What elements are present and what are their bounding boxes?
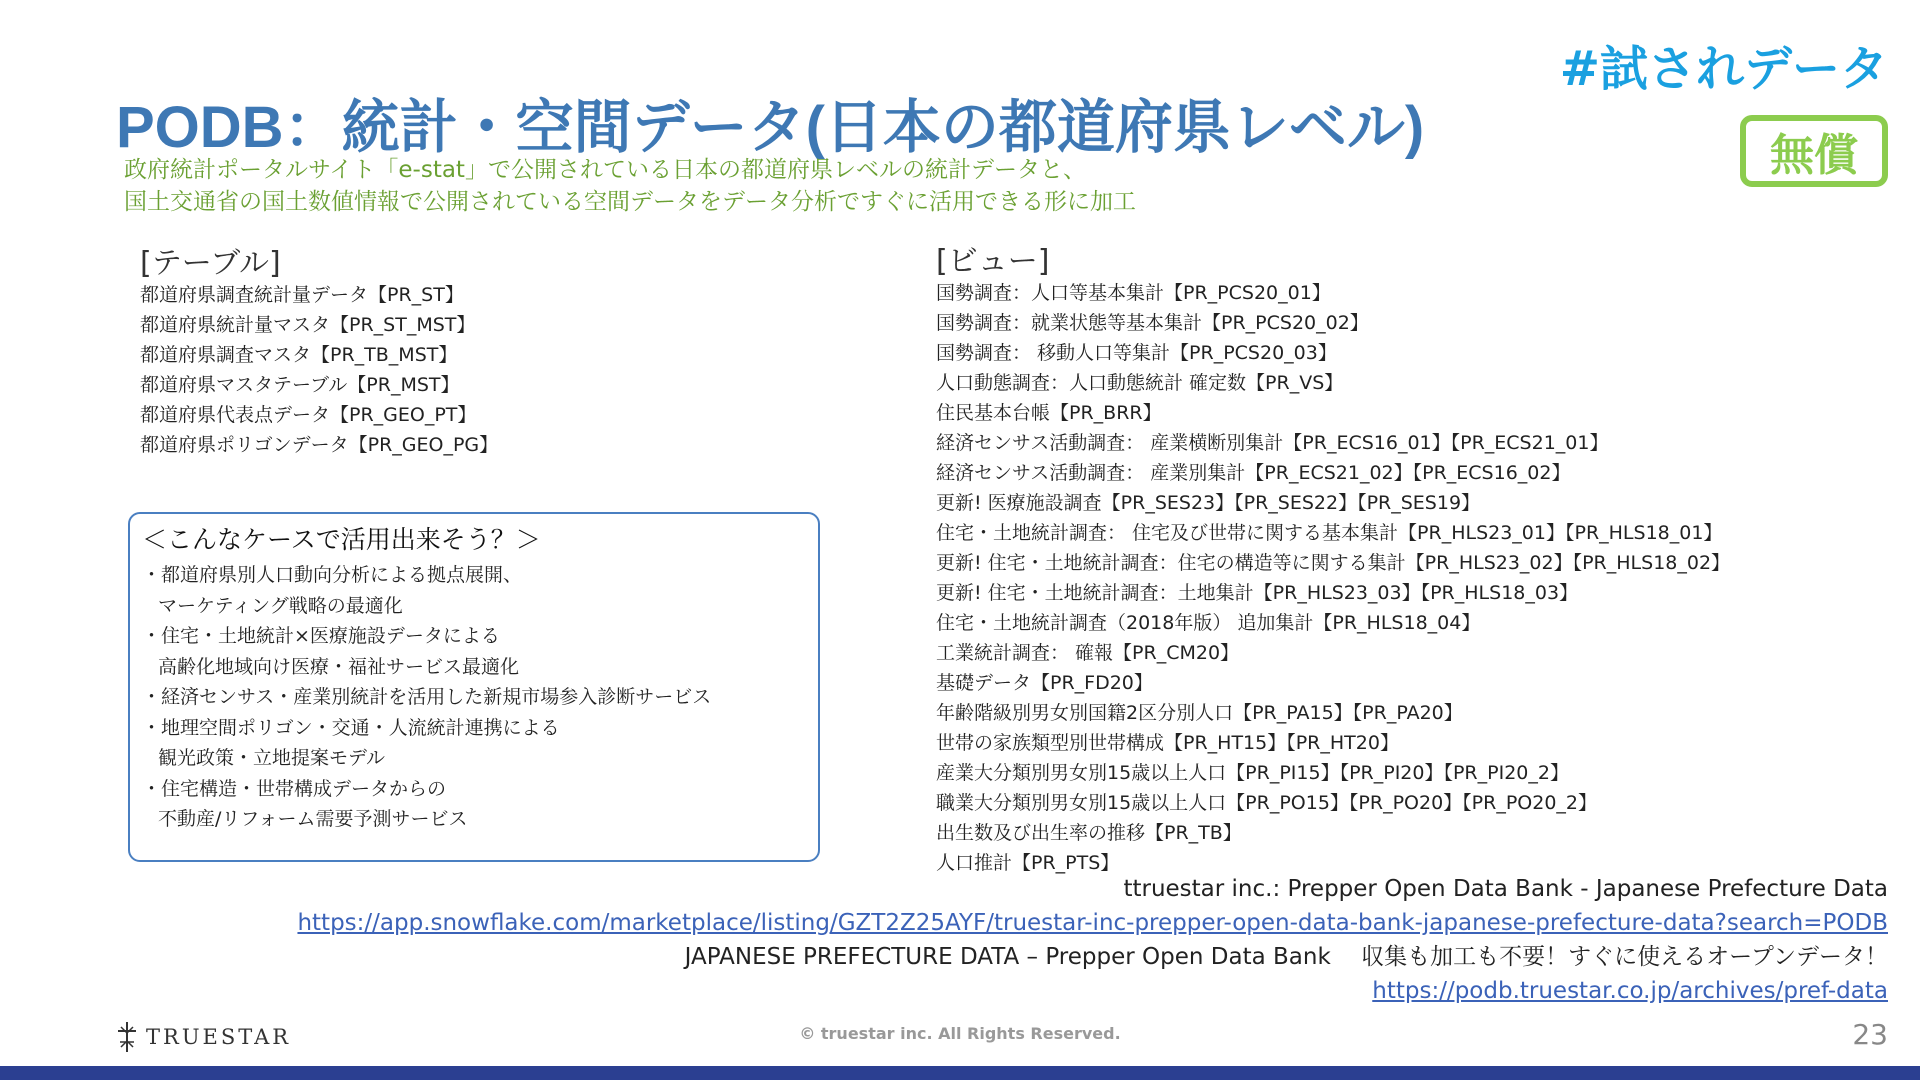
list-item: 基礎データ【PR_FD20】 [936, 672, 1153, 694]
page-title: PODB：統計・空間データ(日本の都道府県レベル) [116, 95, 1425, 160]
use-case-line: ・経済センサス・産業別統計を活用した新規市場参入診断サービス [142, 686, 712, 708]
free-badge: 無償 [1740, 115, 1888, 187]
list-item: 工業統計調査： 確報【PR_CM20】 [936, 642, 1240, 664]
list-item: 住民基本台帳【PR_BRR】 [936, 402, 1162, 424]
list-item: 更新! 医療施設調査【PR_SES23】【PR_SES22】【PR_SES19】 [936, 492, 1481, 514]
logo-text: TRUESTAR [146, 1025, 292, 1049]
use-case-line: ・都道府県別人口動向分析による拠点展開、 [142, 564, 523, 586]
tables-heading: [テーブル] [140, 246, 281, 281]
list-item: 職業大分類別男女別15歳以上人口【PR_PO15】【PR_PO20】【PR_PO20_2】 [936, 792, 1598, 814]
list-item: 都道府県ポリゴンデータ【PR_GEO_PG】 [140, 434, 499, 456]
list-item: 住宅・土地統計調査： 住宅及び世帯に関する基本集計【PR_HLS23_01】【PR_HLS18_01】 [936, 522, 1723, 544]
list-item: 出生数及び出生率の推移【PR_TB】 [936, 822, 1242, 844]
use-case-line: ・地理空間ポリゴン・交通・人流統計連携による [142, 716, 560, 739]
list-item: 都道府県統計量マスタ【PR_ST_MST】 [140, 314, 476, 336]
footer-bar [0, 1066, 1920, 1080]
use-case-line: 高齢化地域向け医療・福祉サービス最適化 [158, 655, 520, 678]
list-item: 都道府県代表点データ【PR_GEO_PT】 [140, 404, 477, 426]
list-item: 経済センサス活動調査： 産業横断別集計【PR_ECS16_01】【PR_ECS21_01】 [936, 432, 1609, 454]
use-case-title: ＜こんなケースで活用出来そう？＞ [142, 525, 541, 554]
snowflake-listing-link[interactable]: https://app.snowflake.com/marketplace/listing/GZT2Z25AYF/truestar-inc-prepper-open-data-bank-japanese-prefecture-data?search=PODB [297, 910, 1888, 936]
credit-line: ttruestar inc.: Prepper Open Data Bank - Japanese Prefecture Data [1123, 876, 1888, 902]
use-case-line: ・住宅・土地統計×医療施設データによる [142, 625, 500, 647]
use-case-line: 観光政策・立地提案モデル [158, 747, 386, 769]
list-item: 人口推計【PR_PTS】 [936, 852, 1120, 874]
list-item: 都道府県調査マスタ【PR_TB_MST】 [140, 344, 458, 366]
list-item: 更新! 住宅・土地統計調査：土地集計【PR_HLS23_03】【PR_HLS18_03】 [936, 582, 1579, 604]
list-item: 都道府県マスタテーブル【PR_MST】 [140, 374, 460, 396]
podb-pref-data-link[interactable]: https://podb.truestar.co.jp/archives/pref-data [1372, 978, 1888, 1004]
use-case-line: 不動産/リフォーム需要予測サービス [158, 808, 468, 830]
subtitle-line: 国土交通省の国土数値情報で公開されている空間データをデータ分析ですぐに活用できる形に加工 [124, 189, 1136, 215]
list-item: 住宅・土地統計調査（2018年版） 追加集計【PR_HLS18_04】 [936, 612, 1481, 634]
list-item: 国勢調査： 移動人口等集計【PR_PCS20_03】 [936, 342, 1337, 364]
use-case-box [128, 512, 820, 862]
list-item: 産業大分類別男女別15歳以上人口【PR_PI15】【PR_PI20】【PR_PI20_2】 [936, 762, 1569, 784]
copyright: © truestar inc. All Rights Reserved. [799, 1024, 1121, 1043]
tables-list [140, 280, 498, 460]
list-item: 更新! 住宅・土地統計調査：住宅の構造等に関する集計【PR_HLS23_02】【PR_HLS18_02】 [936, 552, 1731, 574]
credit-line: JAPANESE PREFECTURE DATA – Prepper Open Data Bank 収集も加工も不要！すぐに使えるオープンデータ！ [684, 944, 1888, 970]
list-item: 年齢階級別男女別国籍2区分別人口【PR_PA15】【PR_PA20】 [936, 702, 1463, 724]
views-list [936, 278, 1730, 878]
hashtag-label: #試されデータ [1559, 41, 1888, 97]
list-item: 都道府県調査統計量データ【PR_ST】 [140, 284, 464, 306]
use-case-line: マーケティング戦略の最適化 [158, 594, 403, 617]
page-number: 23 [1852, 1018, 1888, 1051]
list-item: 人口動態調査：人口動態統計 確定数【PR_VS】 [936, 372, 1344, 394]
subtitle-line: 政府統計ポータルサイト「e-stat」で公開されている日本の都道府県レベルの統計データと、 [124, 157, 1086, 183]
views-heading: [ビュー] [936, 244, 1050, 279]
list-item: 国勢調査：人口等基本集計【PR_PCS20_01】 [936, 282, 1331, 304]
subtitle [124, 154, 1136, 218]
list-item: 世帯の家族類型別世帯構成【PR_HT15】【PR_HT20】 [936, 732, 1399, 754]
use-case-line: ・住宅構造・世帯構成データからの [142, 777, 447, 800]
list-item: 国勢調査：就業状態等基本集計【PR_PCS20_02】 [936, 312, 1369, 334]
credits-block [297, 872, 1888, 1008]
list-item: 経済センサス活動調査： 産業別集計【PR_ECS21_02】【PR_ECS16_02】 [936, 462, 1571, 484]
